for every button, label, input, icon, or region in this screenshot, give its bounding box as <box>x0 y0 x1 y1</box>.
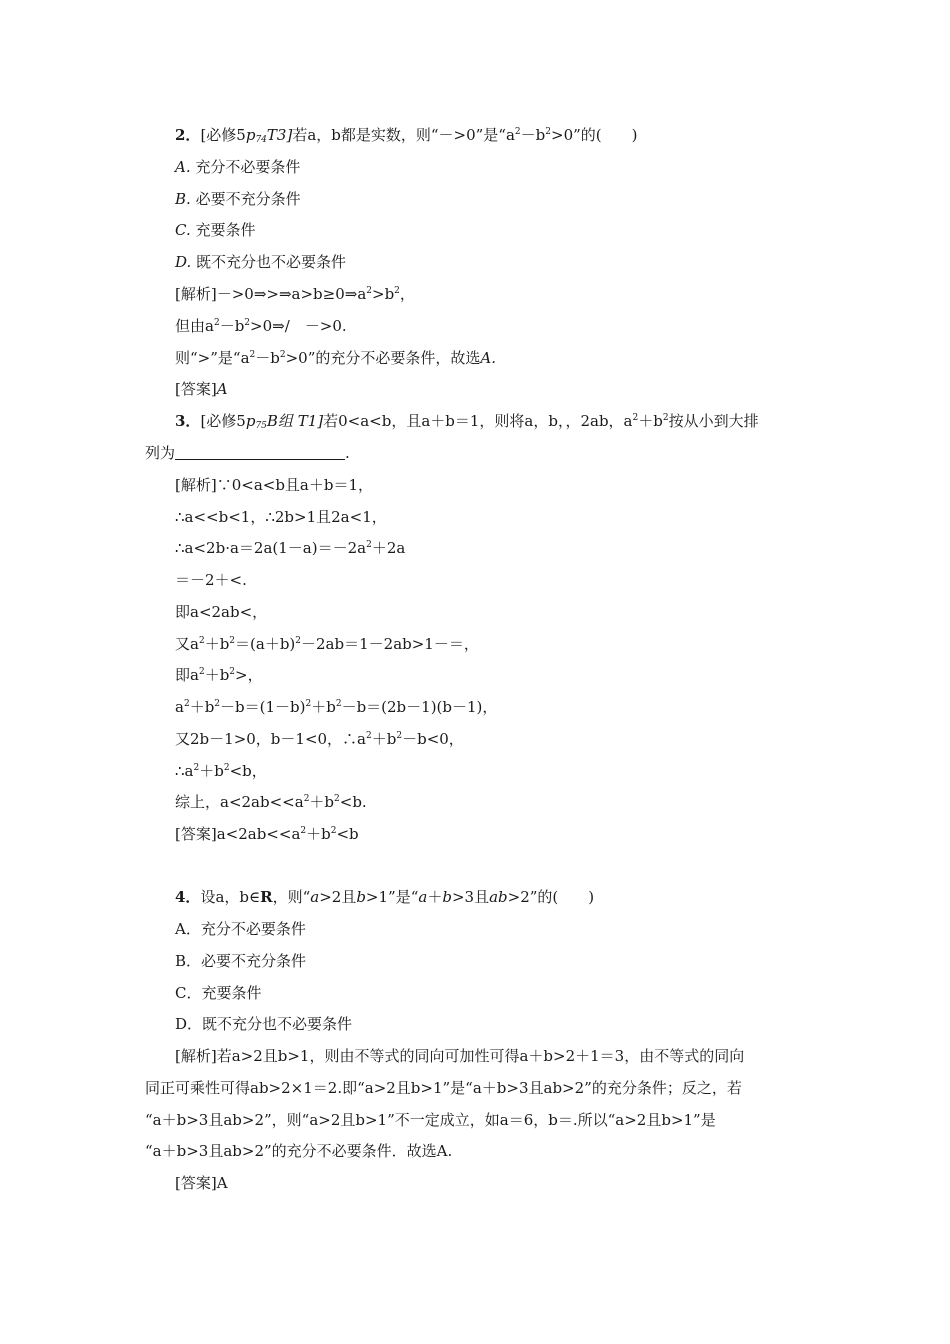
q4-option-d: D．既不充分也不必要条件 <box>175 1015 353 1033</box>
q2-solution-line-3: 则“>”是“$a^2-b^2>0$”的充分不必要条件，故选A. <box>175 349 497 367</box>
q2-answer: [答案]A <box>175 380 228 398</box>
answer-blank <box>175 445 345 460</box>
q3-solution-line-8: $a^2+b^2-b=(1-b)^2+b^2-b=(2b-1)(b-1)$， <box>175 698 498 716</box>
q2-stem: 2．[必修$5p_{74}T3$]若a，b都是实数，则“－>0”是“$a^2-b^2>0$”的( ) <box>175 126 638 145</box>
q2-option-a: A. 充分不必要条件 <box>175 158 301 176</box>
q3-solution-line-9: 又2b－1>0，b－1<0，$\therefore a^2+b^2-b<0$， <box>175 730 464 748</box>
q4-solution-line-3: “a＋b>3且ab>2”，则“a>2且b>1”不一定成立，如a＝6，b＝.所以“a>2且b>1”是 <box>145 1111 716 1129</box>
q3-solution-line-2: ∴a<<b<1，∴2b>1且2a<1， <box>175 508 387 526</box>
q4-number: 4． <box>175 888 201 906</box>
q2-solution-line-2: 但由$a^2-b^2>0\Rightarrow/$ －>0. <box>175 317 347 335</box>
q4-answer: [答案]A <box>175 1174 228 1192</box>
q3-solution-line-6: 又$a^2+b^2=(a+b)^2-2ab=1-2ab>1-=$， <box>175 635 479 653</box>
q3-solution-line-10: $\therefore a^2+b^2<b$， <box>175 762 267 780</box>
q3-answer: [答案]$a<2ab<<a^2+b^2<b$ <box>175 825 359 843</box>
q3-solution-line-3: $\therefore a<2b\cdot a=2a(1-a)=-2a^2+2a$ <box>175 539 406 557</box>
q4-option-a: A．充分不必要条件 <box>175 920 306 938</box>
q4-solution-line-4: “a＋b>3且ab>2”的充分不必要条件．故选A. <box>145 1142 453 1160</box>
q3-solution-line-1: [解析]∵0<a<b且a＋b＝1， <box>175 476 374 494</box>
q2-solution-line-1: [解析]$->0\Rightarrow>\Rightarrow a>b\ge 0\Rightarrow a^2>b^2$， <box>175 285 415 303</box>
q2-option-c: C. 充要条件 <box>175 221 256 239</box>
q3-stem-continued: 列为 . <box>145 444 350 462</box>
q3-stem: 3．[必修$5p_{75}B$组 T1]若0<a<b，且a＋b＝1，则将a，b，，2ab，$a^2+b^2$按从小到大排 <box>175 412 759 431</box>
q4-stem: 4．设a，b∈R，则“a>2且b>1”是“a＋b>3且ab>2”的( ) <box>175 888 595 906</box>
q3-solution-line-7: 即$a^2+b^2>$， <box>175 666 263 684</box>
q3-solution-line-4: ＝－2＋<. <box>175 571 247 589</box>
q2-option-b: B. 必要不充分条件 <box>175 190 301 208</box>
q3-solution-line-11: 综上，$a<2ab<<a^2+b^2<b$. <box>175 793 367 811</box>
q4-solution-line-2: 同正可乘性可得ab>2×1＝2.即“a>2且b>1”是“a＋b>3且ab>2”的充分条件；反之，若 <box>145 1079 742 1097</box>
q4-solution-line-1: [解析]若a>2且b>1，则由不等式的同向可加性可得a＋b>2＋1＝3，由不等式的同向 <box>175 1047 745 1065</box>
q2-number: 2． <box>175 126 201 144</box>
q3-number: 3． <box>175 412 201 430</box>
q4-option-b: B．必要不充分条件 <box>175 952 307 970</box>
q2-option-d: D. 既不充分也不必要条件 <box>175 253 347 271</box>
q2-source: [必修$5p_{74}T3$] <box>200 126 293 145</box>
q3-solution-line-5: 即a<2ab<， <box>175 603 268 621</box>
q3-source: [必修$5p_{75}B$组 T1] <box>200 412 324 431</box>
q4-option-c: C．充要条件 <box>175 984 262 1002</box>
